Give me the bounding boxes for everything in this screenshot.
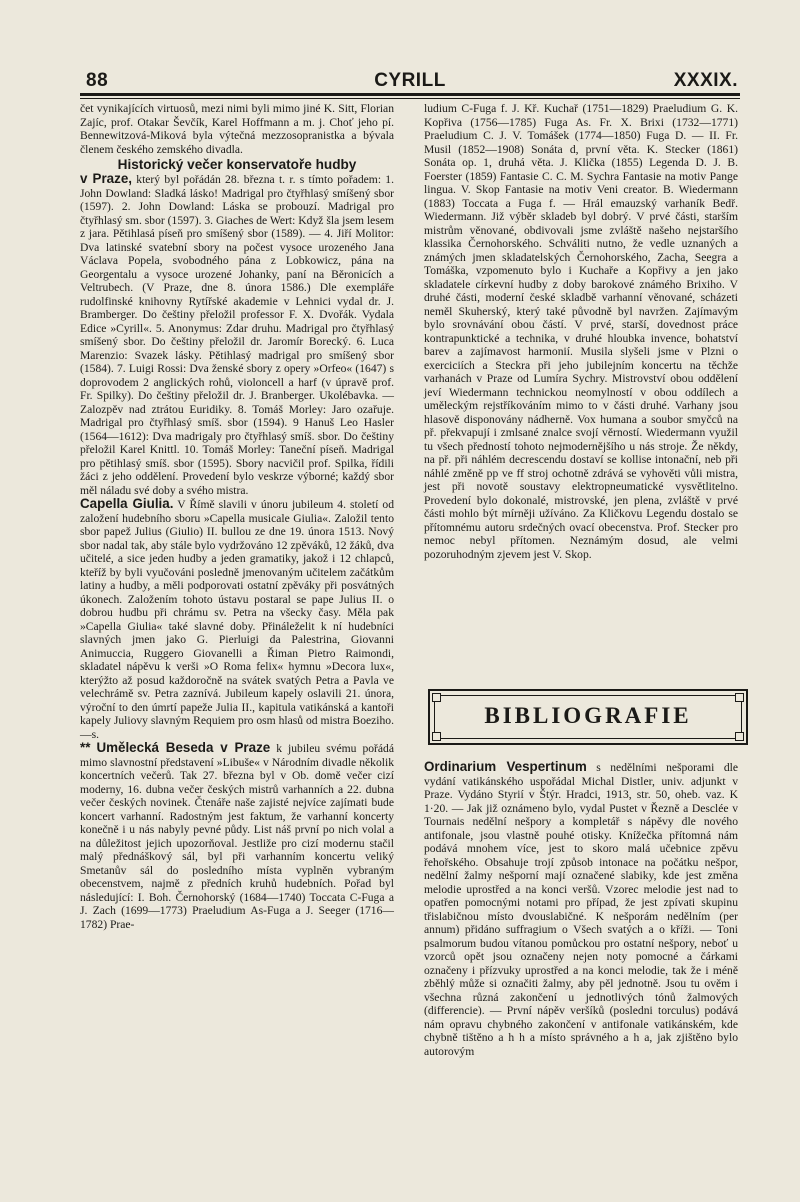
paragraph-umelecka-beseda-text: k jubileu svému pořádá mimo slavnostní představení »Libuše« v Národním divadle několik koncertních večerů. Tak 27. března byl v Ob. domě večer cizí moderny, 16. dubna večer českých mistrů varhanních a 22. dubna večer českých novinek. Čtenáře naše zajisté nejvíce zajímati bude koncert varhanní. Radostným jest faktum, že varhanní koncerty konečně i u nás nabyly pevné půdy. List náš první po nich volal a na důležitost jejich upozorňoval. Jestliže pro cizí modernu stačil malý přednáškový sál, byl při varhanním koncertu veliký Smetanův sál do posledního místa vyplněn vybraným obecenstvem, najmě z předních kruhů hudebních. Pořad byl následující: I. Boh. Černohorský (1684—1740) Toccata C-Fuga a J. Zach (1699—1773) Praeludium As-Fuga a J. Seeger (1716—1782) Prae- (80, 742, 395, 931)
heading-capella-giulia: Capella Giulia. (80, 496, 174, 511)
paragraph-historicky-vecer-text: který byl pořádán 28. března t. r. s tímto pořadem: 1. John Dowland: Sladká lásko! Madrigal pro čtyřhlasý smíšený sbor (1597). 2. John Dowland: Láska se probouzí. Madrigal pro čtyřhlasý sm. sbor (1597). 3. Giaches de Wert: Když šla jsem lesem z jara. Pětihlasá píseň pro smíšený sbor (1589). — 4. Jiří Molitor: Dva latinské svatební sbory na počest vysoce urozeného Jana Václava Popela, svobodného pána z Lobkowicz, pána na Georgentalu a vysoce urozené Johanky, paní na Běronicích a Veltrubech. (V Praze, dne 8. února 1586.) Dle exempláře rudolfinské knihovny Rytířské akademie v Lehnici vydal dr. J. Bramberger. Do češtiny přeložil professor F. X. Dvořák. Vydala Edice »Cyrill«. 5. Anonymus: Zdar druhu. Madrigal pro čtyřhlasý smíšený sbor. Do češtiny přeložil dr. Jaromír Borecký. 6. Luca Marenzio: Svazek lásky. Pětihlasý madrigal pro smíšený sbor (1584). 7. Luigi Rossi: Dva ženské sbory z opery »Orfeo« (1647) s doprovodem 2 anglických rohů, violoncell a harf (v úpravě prof. Fr. Spilky). Do češtiny přeložil dr. J. Branberger. Ukolébavka. — Zalozpěv nad ztrátou Euridiky. 8. Tomáš Morley: Jaro ozařuje. Madrigal pro čtyřhlasý smíš. sbor (1594). 9 Hanuš Leo Hasler (1564—1612): Dva madrigaly pro čtyřhlasý smíš. sbor. Do češtiny přeložil Karel Knittl. 10. Tomáš Morley: Taneční píseň. Madrigal pro pětihlasý smíš. sbor (1595). Sbory nacvičil prof. Spilka, řídili žáci z jeho oddělení. Provedení bylo veskrze výborné; každý sbor měl náladu své doby a svého mistra. (80, 173, 395, 497)
paragraph-capella-giulia (80, 497, 394, 741)
corner-ornament (432, 732, 441, 741)
bibliografie-banner (428, 689, 748, 745)
bibliografie-body (424, 760, 738, 1058)
heading-umelecka-beseda: Umělecká Beseda v Praze (96, 740, 271, 755)
corner-ornament (432, 693, 441, 702)
paragraph-capella-giulia-text: V Římě slavili v únoru jubileum 4. století od založení hudebního sboru »Capella musicale Giulia«. Založil tento sbor papež Julius (Giulio) II. bullou ze dne 19. února 1513. Nový sbor nadal tak, aby stále bylo vydržováno 12 zpěváků, 12 žáků, dva učitelé, a sice jeden hudby a jeden gramatiky, jakož i 12 chlapců, kteříž by byli vyučováni posledně jmenovaným učitelem začátkům latiny a hudby, a měli podporovati ostatní zpěváky při posvátných úkonech. Založením tohoto ústavu postaral se pape Julius II. o dobrou hudbu při chrámu sv. Petra na všecky časy. Měla pak »Capella Giulia« také slavné doby. Přináleželit k ní hudebníci slavných jmen jako G. Pierluigi da Palestrina, Giovanni Animuccia, Ruggero Giovanelli a Řiman Pietro Raimondi, skladatel nápěvu k verši »O Roma felix« hymnu »Decora lux«, kterýžto až posud každoročně na svátek svatých Petra a Pavla ve velechrámě sv. Petra zaznívá. Jubileum kapely oslavili 21. února, výroční to den úmrtí papeže Julia II., kapitula vatikánská a kantoři kapely Juliovy slavným Requiem pro osm hlasů od mistra Boeziho. —s. (80, 498, 395, 741)
footnote-mark: ** (80, 740, 91, 755)
running-head (80, 66, 740, 96)
corner-ornament (735, 732, 744, 741)
journal-title: CYRILL (374, 70, 446, 91)
paragraph-umelecka-beseda (80, 741, 394, 931)
corner-ornament (735, 693, 744, 702)
paragraph-historicky-vecer (80, 172, 394, 497)
paragraph-ordinarium (424, 760, 738, 1058)
paragraph-virtuosi: čet vynikajících virtuosů, mezi nimi byli mimo jiné K. Sitt, Florian Zajíc, prof. Otakar Ševčík, Karel Hoffmann a m. j. Choť jeho pí. Bennewitzová-Miková byla výtečná mezzosopranistka a bývala členem českého zemského divadla. (80, 102, 394, 156)
paragraph-ordinarium-text: s nedělními nešporami dle vydání vatikánského uspořádal Michal Distler, univ. adjunkt v Praze. Vydáno Styrií v Štýr. Hradci, 1913, str. 50, oheb. vaz. K 1·20. — Jak již oznámeno bylo, vydal Pustet v Řezně a Desclée v Tournais nedělní nešpory a kompletář s nápěvy dle nového antifonale, jsou vlastně pouhé otisky. Knížečka přítomná nám podává mnohem více, jest to skoro malá učebnice zpěvu řehořského. Obsahuje trojí způsob intonace na počátku nešpor, nedělní žalmy nešporní mají označené slabiky, kde jest změna melodie uprostřed a na konci veršů. Vzorec melodie jest nad to opatřen pomocnými notami pro případ, že jest zpívati skupinu třislabičnou místo dvouslabičné. K nešporám nedělním (per annum) přidáno suffragium o Všech svatých a o kříži. — Toni psalmorum budou vítanou pomůckou pro ostatní nešpory, neboť u vzorců opět jsou označeny nejen noty pomocné a čárkami označeny i přízvuky uprostřed a na konci melodie, tak že i méně zběhlý může si označiti žalmy, aby pěl jednotně. Jsou tu ověm i všechna různá zakončení u jednotlivých tónů žalmových (differencie). — První nápěv veršíků (posledni torculus) podává nám opravu chybného zakončení v antifonale vatikánském, kde chybně tištěno a h h a místo správného a h a, jak zjištěno bylo autorovým (424, 761, 738, 1058)
page-number: 88 (86, 70, 109, 91)
left-column (80, 102, 394, 931)
bibliografie-heading: BIBLIOGRAFIE (484, 703, 692, 728)
right-column (424, 102, 738, 561)
heading-ordinarium-vespertinum: Ordinarium Vespertinum (424, 759, 587, 774)
paragraph-varhanni-koncert: ludium C-Fuga f. J. Kř. Kuchař (1751—1829) Praeludium G. K. Kopřiva (1756—1785) Fuga As. Fr. X. Brixi (1732—1771) Praeludium C. J. V. Tomášek (1774—1850) Fuga D. — II. Fr. Musil (1852—1908) Sonáta d, první věta. K. Stecker (1861) Sonáta op. 1, druhá věta. J. Klička (1855) Legenda D. J. B. Foerster (1859) Fantasie C. C. M. Sychra Fantasie na motiv Pange lingua. V. Skop Fantasie na motiv Veni creator. B. Wiedermann (1883) Toccata a Fuga f. — Hrál emauzský varhaník Bedř. Wiedermann. Již výběr skladeb byl dobrý. V prvé části, starším mistrům věnované, obdivovali jsme zvláště našeho nejstaršího klassika Černohorského. Schváliti nutno, že vedle uznaných a známých jmen skladatelských Černohorského, Zacha, Seegra a Tomáška, vzpomenuto bylo i Kuchaře a Kopřivy a jen jako skladatele církevní hudby z doby barokové známého Brixiho. V druhé části, moderní české skladbě varhanní věnované, scházeti neměl Skuherský, který také původně byl navržen. Zajímavým bylo srovnávání obou částí. V prvé, starší, dovednost práce kontrapunktické a technika, v druhé hloubka invence, bohatství barev a zajímavost harmonií. Musila slyšeli jsme v Plzni o exerciciích a Steckra při jeho jubilejním koncertu na těchže varhanách v Praze od Lumíra Sychry. Mistrovství obou oddělení jeví Wiedermann technickou neomylností v obou oddílech a uměleckým rejstříkováním mimo to v části druhé. Varhany jsou hlasově disponovány nádherně. Vox humana a soubor smyčců na př. překvapují i zmlsané znalce svojí věrností. Wiedermann využil tu všech předností tohoto nejmodernějšího u nás stroje. Že někdy, na př. při náhlém decrescendu dostaví se kollise intonační, neb při náhlé změně pp ve ff stroj ochotně zdrává se vyhověti vůli mistra, jest při novotě soustavy elektropneumatické vysvětlitelno. Provedení bylo dokonalé, mistrovské, jen plena, zvláště v prvé části mohlo být mírněji užíváno. Za Kličkovu Legendu dostalo se přítomnému autoru srdečných ovací obecenstva. Prof. Stecker pro nemoc nebyl přítomen. Neznámým dosud, ale velmi pozoruhodným zjevem jest V. Skop. (424, 102, 738, 561)
heading-historicky-vecer: Historický večer konservatoře hudby (117, 157, 357, 172)
header-rule-thick (80, 93, 740, 96)
heading-v-praze: v Praze, (80, 171, 132, 186)
header-rule-thin (80, 98, 740, 99)
volume-number: XXXIX. (673, 70, 738, 91)
